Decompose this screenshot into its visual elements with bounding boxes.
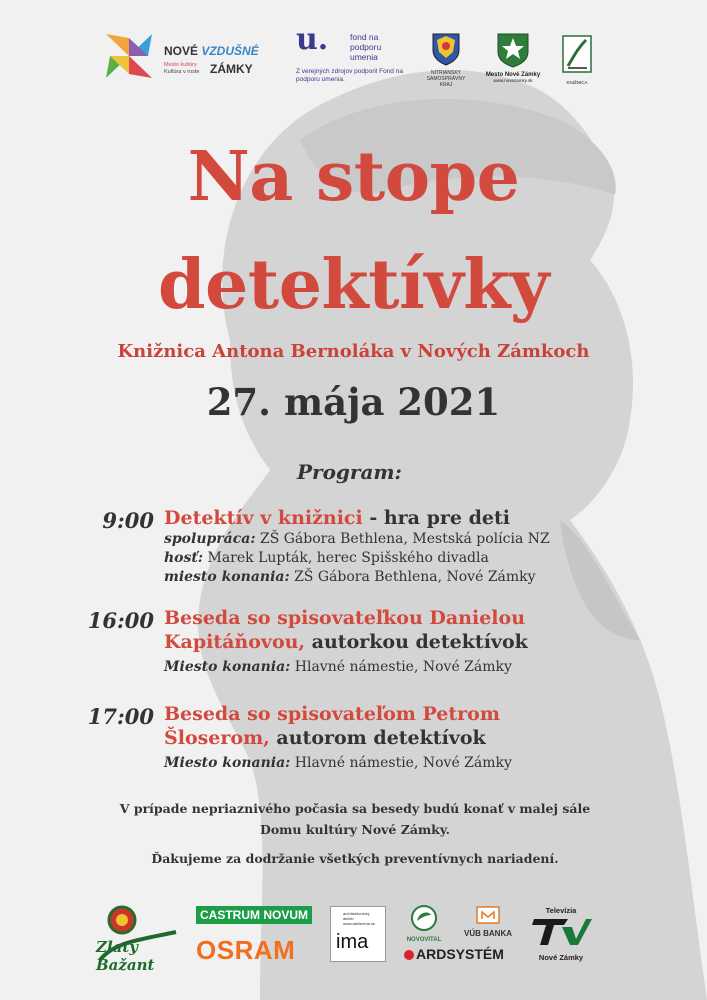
detail-text: ZŠ Gábora Bethlena, Mestská polícia NZ [255, 531, 550, 547]
tv-top-text: Televízia [545, 906, 577, 915]
event-block-3 [0, 702, 707, 782]
osram-logo: OSRAM [196, 935, 296, 965]
mesto-nove-zamky-logo [484, 32, 542, 94]
ima-small-text: architektonický ateliér www.atelierima.sk [343, 911, 376, 926]
castrum-novum-logo: CASTRUM NOVUM [196, 906, 312, 924]
title-line-2: detektívky [158, 245, 549, 325]
detail-text: Marek Lupták, herec Spišského divadla [203, 550, 489, 566]
ardsystem-dot-icon [404, 950, 414, 960]
event-detail [164, 568, 536, 587]
event-detail [164, 549, 489, 568]
title-line-1: Na stope [187, 137, 520, 217]
event-block-2 [0, 606, 707, 686]
event-title-rest: autorom detektívok [269, 727, 486, 749]
event-detail [164, 754, 512, 773]
event-title-highlight-line1: Beseda so spisovateľom Petrom [164, 703, 500, 725]
event-block-1 [0, 506, 707, 596]
pinwheel-icon [100, 28, 158, 84]
nvz-name-part3: ZÁMKY [210, 62, 253, 76]
nvz-tagline-1: Mesto kultúry [164, 62, 197, 68]
nsk-caption: NITRIANSKY SAMOSPRÁVNY KRAJ [426, 70, 466, 88]
vub-icon [475, 905, 501, 925]
detail-label: spolupráca: [164, 531, 256, 547]
event-date: 27. mája 2021 [206, 380, 501, 424]
event-title-highlight-line1: Beseda so spisovateľkou Danielou [164, 607, 526, 629]
ima-logo [330, 906, 386, 962]
event-time: 17:00 [87, 704, 154, 729]
mesto-caption: Mesto Nové Zámky [485, 72, 541, 78]
kniznica-logo [560, 32, 594, 85]
kniznica-caption: KNIŽNICA [566, 80, 588, 85]
vub-banka-logo [464, 905, 512, 938]
nvz-tagline: Mesto kultúry Kultúra v roste [164, 62, 210, 75]
fond-note: Z verejných zdrojov podporil Fond na podporu umenia. [296, 68, 403, 83]
fond-name: fond na podporu umenia [350, 32, 382, 62]
zlaty-bazant-text: Zlatý Bažant [96, 938, 155, 974]
ima-text: ima [336, 931, 369, 953]
event-time: 16:00 [87, 608, 154, 633]
novovital-logo [404, 903, 444, 943]
event-detail [164, 658, 512, 677]
event-title-highlight-line2: Kapitáňovou, [164, 631, 306, 653]
detail-label: miesto konania: [164, 569, 290, 585]
detail-label: Miesto konania: [164, 755, 291, 771]
weather-note-line2: Domu kultúry Nové Zámky. [259, 822, 451, 837]
event-title [164, 506, 510, 530]
venue: Knižnica Antona Bernoláka v Nových Zámkoch [117, 341, 590, 362]
weather-note-line1: V prípade nepriaznivého počasia sa besedy budú konať v malej sále [119, 801, 591, 816]
nove-vzdusne-zamky-logo [100, 28, 275, 84]
event-title-highlight: Detektív v knižnici [164, 507, 363, 529]
tv-bottom-text: Nové Zámky [538, 953, 584, 962]
mesto-crest-icon [496, 32, 530, 68]
event-title-rest: - hra pre deti [362, 507, 510, 529]
program-heading: Program: [297, 460, 402, 484]
nvz-name-part1: NOVÉ [164, 44, 202, 58]
novovital-text: NOVOVITAL [406, 937, 442, 943]
detail-label: Miesto konania: [164, 659, 291, 675]
detail-label: hosť: [164, 550, 204, 566]
novovital-leaf-icon [409, 903, 439, 933]
nvz-name [164, 44, 259, 58]
event-title [164, 702, 500, 750]
kniznica-book-icon [560, 32, 594, 76]
nvz-name-part2: VZDUŠNÉ [201, 44, 259, 58]
nsk-logo [424, 32, 468, 96]
fond-na-podporu-umenia-logo [296, 22, 408, 90]
event-time: 9:00 [102, 508, 154, 533]
zlaty-bazant-logo [94, 902, 184, 974]
event-title [164, 606, 528, 654]
thanks-note: Ďakujeme za dodržanie všetkých preventívnych nariadení. [151, 851, 559, 866]
tv-logo-icon [528, 915, 594, 949]
detail-text: Hlavné námestie, Nové Zámky [290, 755, 512, 771]
mesto-url: www.novezamky.sk [493, 78, 533, 83]
event-title-highlight-line2: Šloserom, [164, 727, 270, 749]
weather-note [60, 798, 650, 840]
event-detail [164, 530, 550, 549]
vub-text: VÚB BANKA [464, 929, 512, 938]
detail-text: ZŠ Gábora Bethlena, Nové Zámky [289, 569, 536, 585]
event-title-rest: autorkou detektívok [305, 631, 528, 653]
fond-letter: u. [296, 22, 329, 57]
detail-text: Hlavné námestie, Nové Zámky [290, 659, 512, 675]
televizia-nove-zamky-logo [528, 906, 594, 962]
ardsystem-text: ARDSYSTÉM [416, 946, 504, 962]
ardsystem-logo [404, 946, 504, 962]
nsk-coat-of-arms-icon [431, 32, 461, 66]
